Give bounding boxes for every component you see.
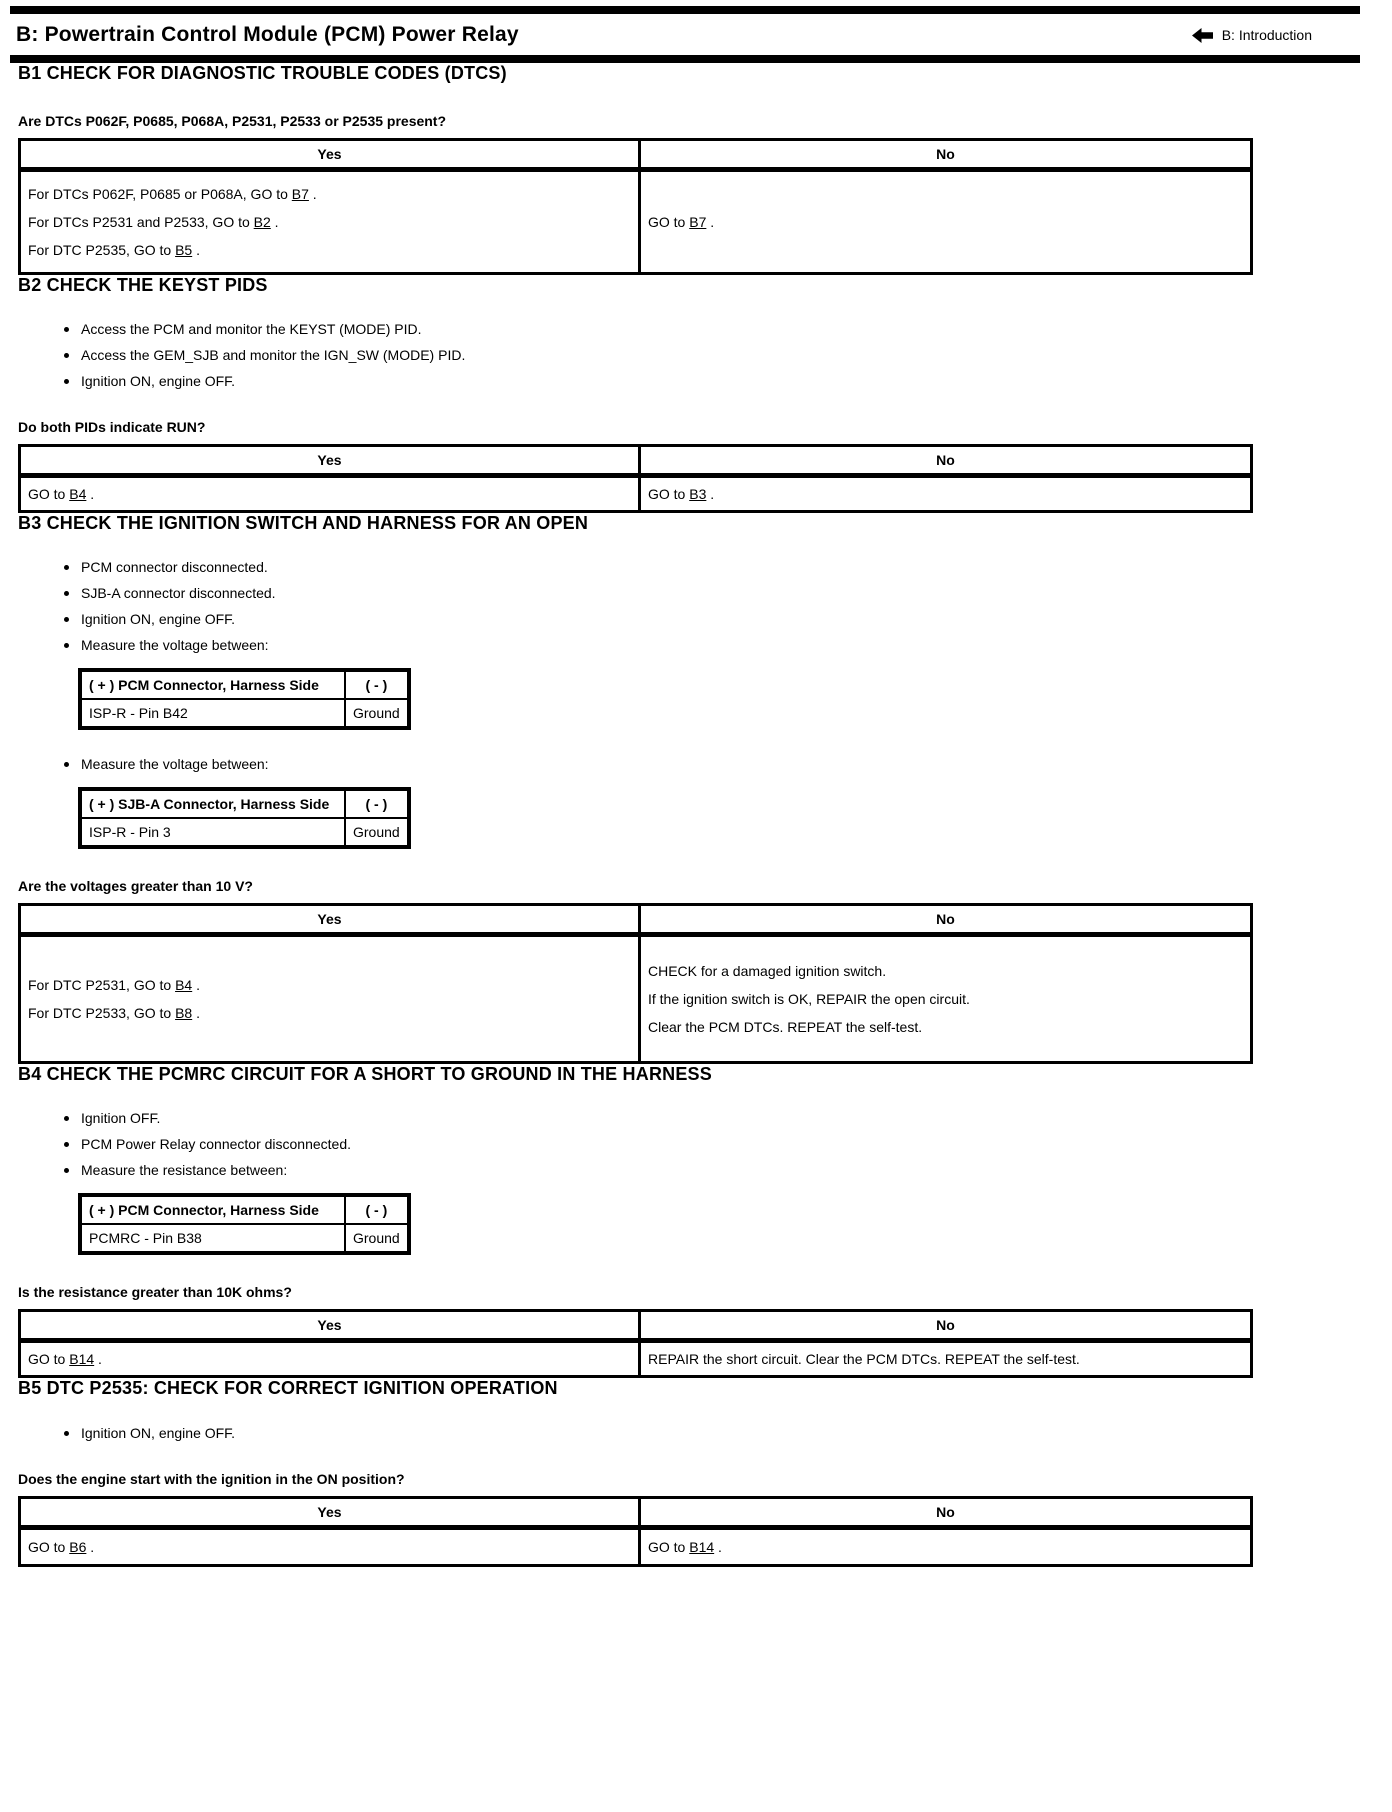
table-row <box>80 699 409 728</box>
instruction-line <box>28 242 631 258</box>
list-item <box>64 1110 1392 1127</box>
bullet-text: Measure the voltage between: <box>81 637 269 653</box>
bullet-list <box>18 1425 1392 1442</box>
table-row <box>80 818 409 847</box>
instruction-line: If the ignition switch is OK, REPAIR the open circuit. <box>648 991 970 1007</box>
section-b5-heading: B5 DTC P2535: CHECK FOR CORRECT IGNITION OPERATION <box>18 1378 558 1398</box>
negative-lead-value: Ground <box>345 699 409 728</box>
list-item <box>64 373 1392 390</box>
yes-column-header: Yes <box>20 905 640 935</box>
instruction-text: . <box>706 486 715 502</box>
instruction-text: . <box>192 1005 200 1021</box>
instruction-line <box>648 1539 1243 1555</box>
bullet-text: Measure the voltage between: <box>81 756 269 772</box>
instruction-text: For DTC P2531, GO to <box>28 977 176 993</box>
table-row <box>80 1224 409 1253</box>
bullet-icon <box>64 1431 69 1436</box>
negative-lead-header: ( - ) <box>345 670 409 699</box>
instruction-text: For DTCs P062F, P0685 or P068A, GO to <box>28 186 292 202</box>
instruction-text: GO to <box>648 486 690 502</box>
bullet-icon <box>64 1116 69 1121</box>
section-b2-question: Do both PIDs indicate RUN? <box>18 419 206 435</box>
list-item <box>64 347 1392 364</box>
yes-cell <box>20 935 640 1063</box>
bullet-icon <box>64 353 69 358</box>
instruction-text: . <box>94 1351 102 1367</box>
instruction-text: . <box>86 486 95 502</box>
positive-lead-header: ( + ) PCM Connector, Harness Side <box>80 1195 345 1224</box>
yes-column-header: Yes <box>20 1498 640 1528</box>
bullet-text: Ignition ON, engine OFF. <box>81 373 236 389</box>
bullet-icon <box>64 591 69 596</box>
list-item <box>64 321 1392 338</box>
table-row <box>20 476 1252 512</box>
section-b2-heading: B2 CHECK THE KEYST PIDS <box>18 275 268 295</box>
link-b4[interactable]: B4 <box>69 486 87 502</box>
instruction-text: GO to <box>28 486 70 502</box>
negative-lead-value: Ground <box>345 818 409 847</box>
table-row <box>20 1341 1252 1377</box>
instruction-text: GO to <box>648 214 690 230</box>
bullet-icon <box>64 565 69 570</box>
section-b4-yes-no-table <box>18 1309 1253 1378</box>
instruction-text: GO to <box>28 1539 70 1555</box>
negative-lead-header: ( - ) <box>345 789 409 818</box>
link-b4[interactable]: B4 <box>175 977 193 993</box>
bullet-text: Ignition ON, engine OFF. <box>81 1425 236 1441</box>
bullet-text: Ignition ON, engine OFF. <box>81 611 236 627</box>
section-b5 <box>18 1378 1392 1567</box>
bullet-text: Access the PCM and monitor the KEYST (MODE) PID. <box>81 321 422 337</box>
section-b2-yes-no-table <box>18 444 1253 513</box>
no-cell <box>640 1341 1252 1377</box>
positive-lead-value: ISP-R - Pin B42 <box>80 699 345 728</box>
instruction-line <box>28 1351 631 1367</box>
negative-lead-header: ( - ) <box>345 1195 409 1224</box>
no-cell <box>640 476 1252 512</box>
instruction-text: GO to <box>648 1539 690 1555</box>
back-nav-link[interactable] <box>1192 27 1312 43</box>
no-cell <box>640 935 1252 1063</box>
list-item <box>64 1136 1392 1153</box>
link-b7[interactable]: B7 <box>689 214 707 230</box>
instruction-text: . <box>714 1539 722 1555</box>
instruction-text: For DTC P2533, GO to <box>28 1005 176 1021</box>
instruction-text: . <box>192 242 200 258</box>
bullet-icon <box>64 762 69 767</box>
instruction-line <box>28 186 631 202</box>
list-item <box>64 1162 1392 1179</box>
yes-column-header: Yes <box>20 1311 640 1341</box>
section-b4-question: Is the resistance greater than 10K ohms? <box>18 1284 292 1300</box>
yes-column-header: Yes <box>20 140 640 170</box>
positive-lead-value: ISP-R - Pin 3 <box>80 818 345 847</box>
section-b5-question: Does the engine start with the ignition in the ON position? <box>18 1471 405 1487</box>
bullet-icon <box>64 1142 69 1147</box>
section-b2 <box>18 275 1392 513</box>
instruction-line <box>648 486 1243 502</box>
section-b1-heading: B1 CHECK FOR DIAGNOSTIC TROUBLE CODES (DTCS) <box>18 63 507 83</box>
instruction-line: CHECK for a damaged ignition switch. <box>648 963 887 979</box>
section-b3-question: Are the voltages greater than 10 V? <box>18 878 253 894</box>
instruction-line <box>648 214 1243 230</box>
instruction-line: Clear the PCM DTCs. REPEAT the self-test. <box>648 1019 923 1035</box>
instruction-text: . <box>270 214 279 230</box>
header-rule-bottom <box>10 55 1360 63</box>
section-b3 <box>18 513 1392 1064</box>
instruction-line <box>28 1005 631 1021</box>
instruction-line <box>28 977 631 993</box>
instruction-line: REPAIR the short circuit. Clear the PCM DTCs. REPEAT the self-test. <box>648 1351 1080 1367</box>
instruction-line <box>28 1539 631 1555</box>
instruction-text: For DTC P2535, GO to <box>28 242 176 258</box>
link-b6[interactable]: B6 <box>69 1539 87 1555</box>
positive-lead-header: ( + ) PCM Connector, Harness Side <box>80 670 345 699</box>
header-rule-top <box>10 6 1360 14</box>
bullet-icon <box>64 643 69 648</box>
link-b3[interactable]: B3 <box>689 486 707 502</box>
instruction-text: GO to <box>28 1351 70 1367</box>
list-item <box>64 1425 1392 1442</box>
bullet-icon <box>64 327 69 332</box>
no-column-header: No <box>640 1311 1252 1341</box>
section-b3-heading: B3 CHECK THE IGNITION SWITCH AND HARNESS FOR AN OPEN <box>18 513 589 533</box>
section-b1-question: Are DTCs P062F, P0685, P068A, P2531, P2533 or P2535 present? <box>18 113 447 129</box>
bullet-text: Access the GEM_SJB and monitor the IGN_SW (MODE) PID. <box>81 347 466 363</box>
back-nav-label: B: Introduction <box>1221 27 1312 43</box>
list-item <box>64 756 1392 773</box>
table-row <box>20 170 1252 274</box>
section-b3-yes-no-table <box>18 903 1253 1064</box>
positive-lead-value: PCMRC - Pin B38 <box>80 1224 345 1253</box>
list-item <box>64 585 1392 602</box>
bullet-list <box>18 559 1392 654</box>
bullet-icon <box>64 617 69 622</box>
measurement-table-sjb <box>78 787 411 849</box>
list-item <box>64 611 1392 628</box>
list-item <box>64 559 1392 576</box>
no-column-header: No <box>640 140 1252 170</box>
yes-cell <box>20 1341 640 1377</box>
table-row <box>20 935 1252 1063</box>
link-b2[interactable]: B2 <box>253 214 271 230</box>
instruction-line <box>28 214 631 230</box>
table-row <box>20 1528 1252 1566</box>
link-b14[interactable]: B14 <box>689 1539 715 1555</box>
bullet-text: PCM Power Relay connector disconnected. <box>81 1136 352 1152</box>
link-b8[interactable]: B8 <box>175 1005 193 1021</box>
yes-cell <box>20 170 640 274</box>
instruction-text: . <box>706 214 715 230</box>
no-cell <box>640 170 1252 274</box>
section-b1-yes-no-table <box>18 138 1253 275</box>
bullet-list <box>18 756 1392 773</box>
section-b4-heading: B4 CHECK THE PCMRC CIRCUIT FOR A SHORT TO GROUND IN THE HARNESS <box>18 1064 712 1084</box>
instruction-text: For DTCs P2531 and P2533, GO to <box>28 214 254 230</box>
section-b1 <box>18 63 1392 275</box>
link-b5[interactable]: B5 <box>175 242 193 258</box>
section-b4 <box>18 1064 1392 1378</box>
page-title: B: Powertrain Control Module (PCM) Power Relay <box>16 23 519 46</box>
page-header <box>16 14 1312 55</box>
bullet-text: PCM connector disconnected. <box>81 559 268 575</box>
no-column-header: No <box>640 1498 1252 1528</box>
positive-lead-header: ( + ) SJB-A Connector, Harness Side <box>80 789 345 818</box>
yes-column-header: Yes <box>20 446 640 476</box>
document-body <box>18 63 1392 1567</box>
no-cell <box>640 1528 1252 1566</box>
measurement-table-pcm <box>78 668 411 730</box>
bullet-list <box>18 1110 1392 1179</box>
bullet-icon <box>64 1168 69 1173</box>
list-item <box>64 637 1392 654</box>
measurement-table-pcmrc <box>78 1193 411 1255</box>
bullet-text: Measure the resistance between: <box>81 1162 288 1178</box>
link-b14[interactable]: B14 <box>69 1351 95 1367</box>
no-column-header: No <box>640 446 1252 476</box>
yes-cell <box>20 1528 640 1566</box>
negative-lead-value: Ground <box>345 1224 409 1253</box>
instruction-text: . <box>86 1539 95 1555</box>
bullet-icon <box>64 379 69 384</box>
bullet-text: Ignition OFF. <box>81 1110 161 1126</box>
section-b5-yes-no-table <box>18 1496 1253 1567</box>
instruction-text: . <box>308 186 317 202</box>
instruction-line <box>28 486 631 502</box>
bullet-list <box>18 321 1392 390</box>
instruction-text: . <box>192 977 200 993</box>
bullet-text: SJB-A connector disconnected. <box>81 585 276 601</box>
no-column-header: No <box>640 905 1252 935</box>
yes-cell <box>20 476 640 512</box>
link-b7[interactable]: B7 <box>291 186 309 202</box>
back-arrow-icon <box>1192 28 1213 43</box>
